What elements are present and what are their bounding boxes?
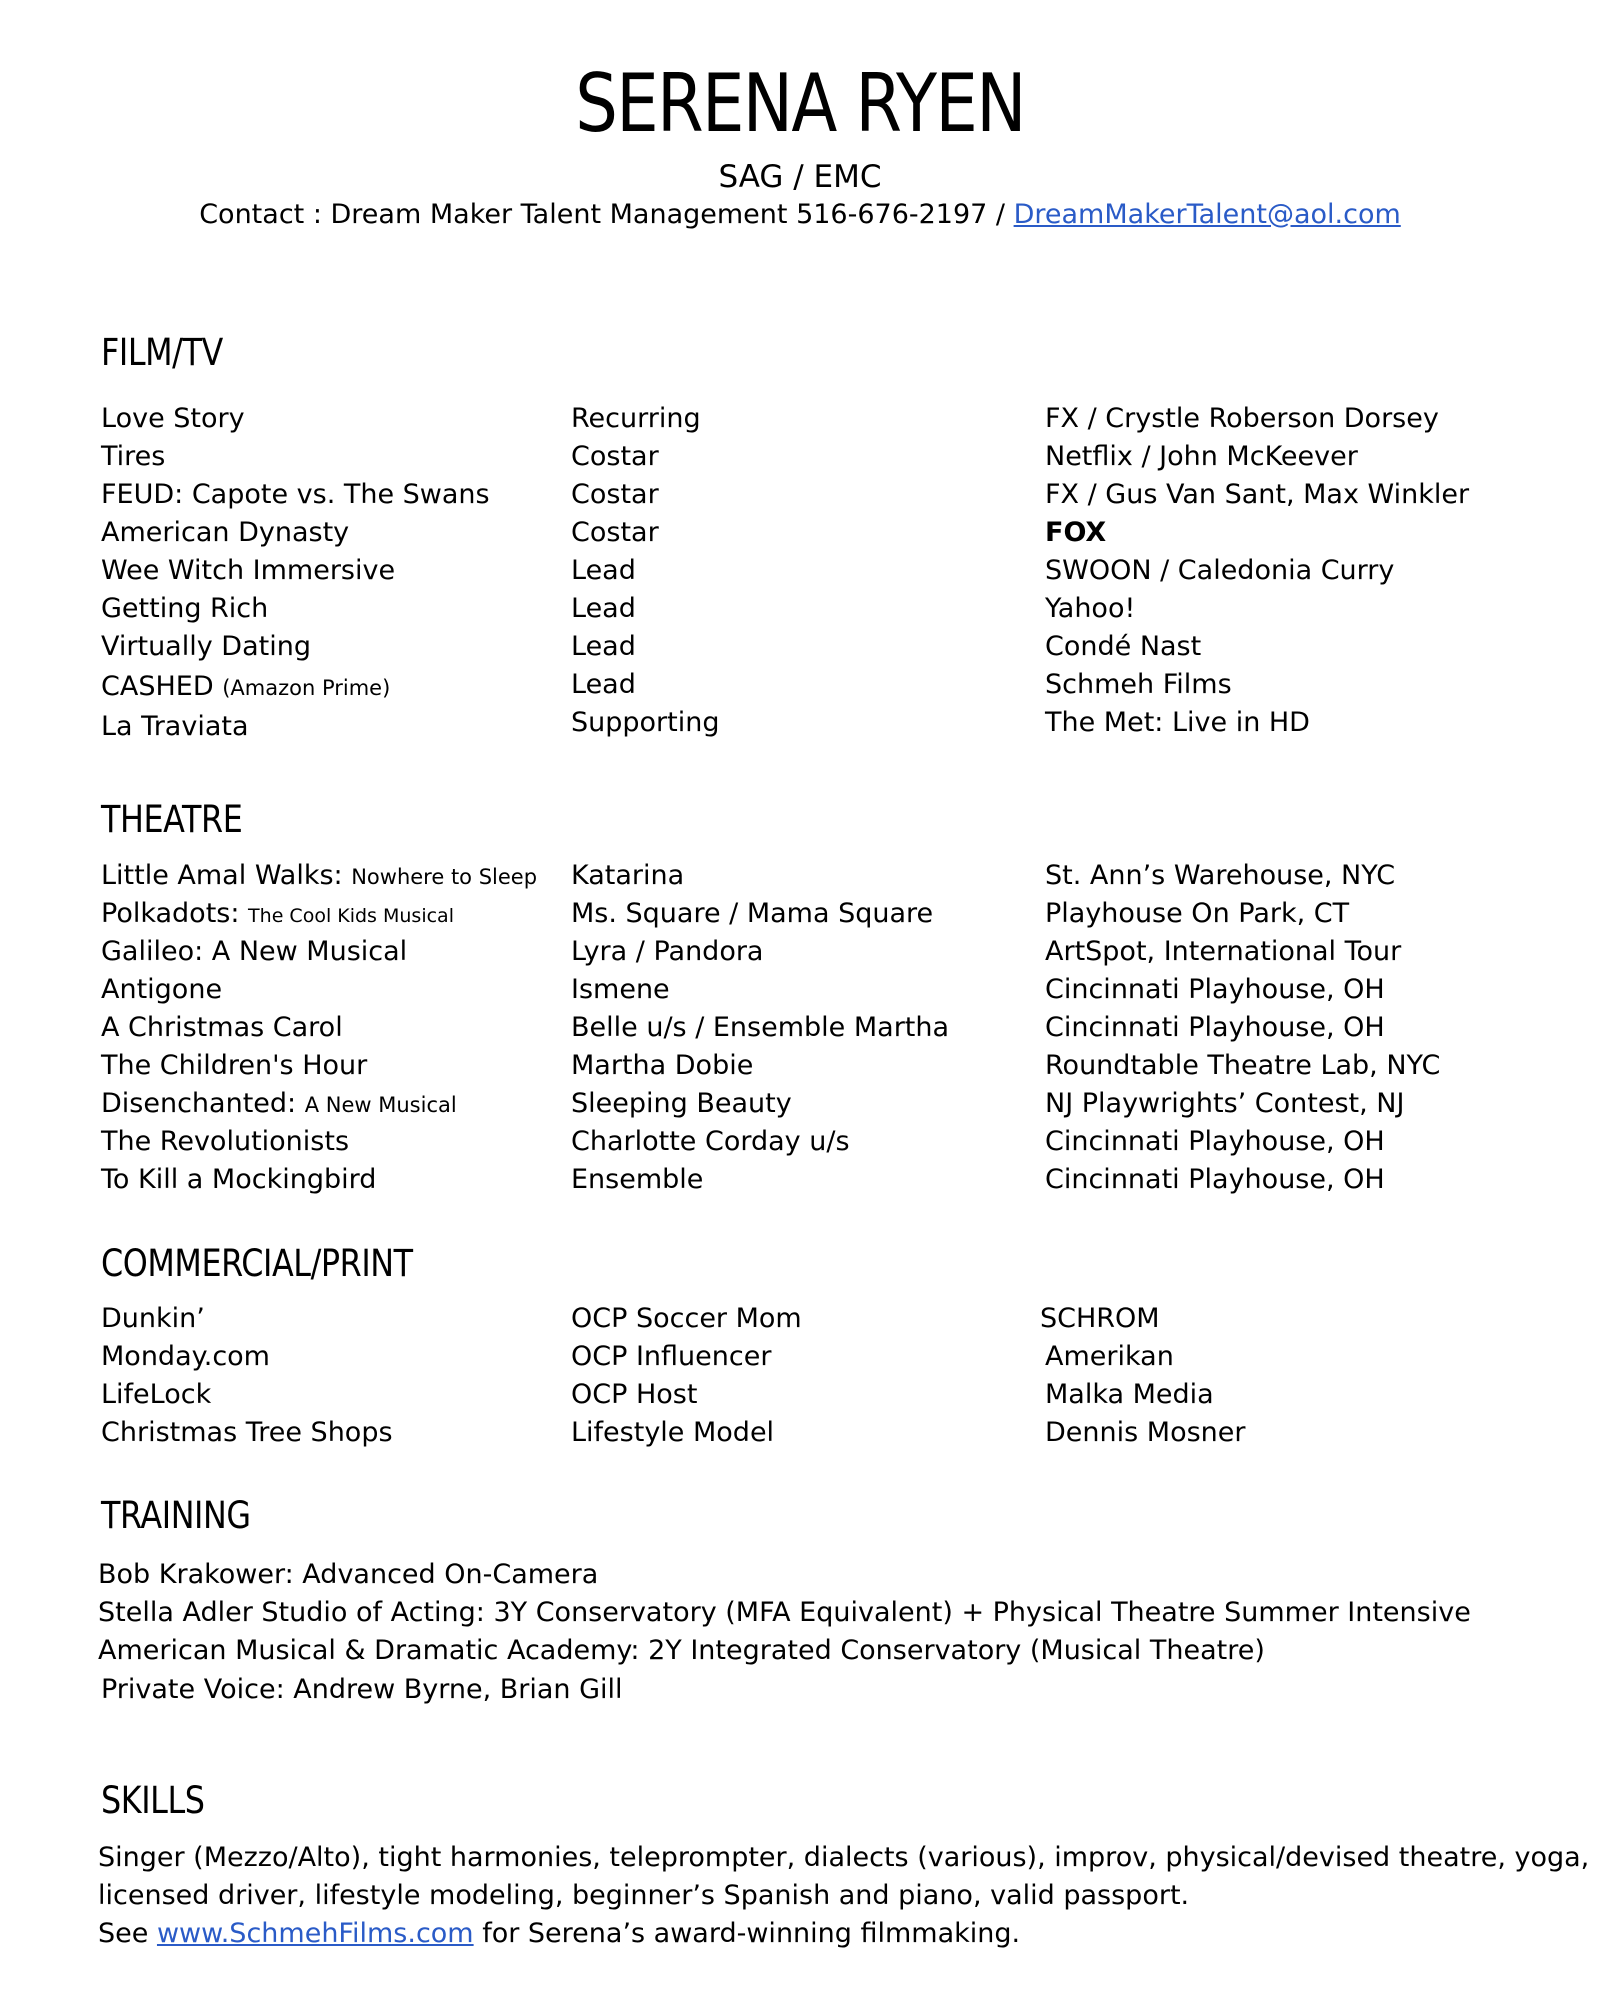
resume-name: SERENA RYEN	[575, 57, 1025, 150]
credit-row	[0, 895, 1600, 933]
skills-line	[98, 1915, 1020, 1953]
credit-company: Dennis Mosner	[1045, 1417, 1246, 1448]
credit-row	[0, 400, 1600, 438]
credit-company: FX / Crystle Roberson Dorsey	[1045, 403, 1439, 434]
credit-row	[0, 933, 1600, 971]
credit-role: Lead	[571, 593, 636, 624]
credit-title: CASHED (Amazon Prime)	[101, 671, 391, 702]
credit-title: Antigone	[101, 974, 223, 1005]
credit-company: FOX	[1045, 517, 1107, 548]
credit-row	[0, 708, 1600, 746]
credit-title: Virtually Dating	[101, 631, 311, 662]
credit-venue: NJ Playwrights’ Contest, NJ	[1045, 1088, 1405, 1119]
credit-company: Amerikan	[1045, 1341, 1174, 1372]
credit-title: FEUD: Capote vs. The Swans	[101, 479, 490, 510]
training-line: Stella Adler Studio of Acting: 3Y Conservatory (MFA Equivalent) + Physical Theatre Summer Intensive	[98, 1597, 1471, 1628]
credit-role: OCP Host	[571, 1379, 698, 1410]
credit-title: The Children's Hour	[101, 1050, 368, 1081]
union-affiliations: SAG / EMC	[718, 159, 882, 195]
credit-role: Sleeping Beauty	[571, 1088, 792, 1119]
credit-row	[0, 628, 1600, 666]
credit-role: Ismene	[571, 974, 670, 1005]
credit-company: Yahoo!	[1045, 593, 1136, 624]
credit-brand: Dunkin’	[101, 1303, 205, 1334]
credit-role: Lyra / Pandora	[571, 936, 764, 967]
credit-brand: LifeLock	[101, 1379, 212, 1410]
section-heading-film-tv: FILM/TV	[101, 331, 223, 374]
schmeh-films-link[interactable]: www.SchmehFilms.com	[156, 1918, 474, 1949]
credit-company: Schmeh Films	[1045, 669, 1232, 700]
training-line: Private Voice: Andrew Byrne, Brian Gill	[101, 1674, 623, 1705]
credit-venue: Cincinnati Playhouse, OH	[1045, 974, 1385, 1005]
credit-brand: Christmas Tree Shops	[101, 1417, 393, 1448]
credit-role: Recurring	[571, 403, 701, 434]
credit-role: Ensemble	[571, 1164, 704, 1195]
credit-title: Polkadots: The Cool Kids Musical	[101, 898, 454, 929]
credit-title: American Dynasty	[101, 517, 350, 548]
section-heading-skills: SKILLS	[101, 1779, 205, 1822]
training-line: American Musical & Dramatic Academy: 2Y Integrated Conservatory (Musical Theatre)	[98, 1635, 1265, 1666]
contact-line	[0, 198, 1600, 232]
credit-title: La Traviata	[101, 711, 249, 742]
credit-company: FX / Gus Van Sant, Max Winkler	[1045, 479, 1470, 510]
credit-title: Getting Rich	[101, 593, 269, 624]
credit-title: Disenchanted: A New Musical	[101, 1088, 457, 1119]
credit-row	[0, 476, 1600, 514]
credit-row	[0, 668, 1600, 706]
credit-company: The Met: Live in HD	[1045, 707, 1310, 738]
credit-role: Charlotte Corday u/s	[571, 1126, 850, 1157]
credit-row	[0, 1085, 1600, 1123]
credit-role: Supporting	[571, 707, 720, 738]
contact-text: Contact : Dream Maker Talent Management 516-676-2197 /	[199, 199, 1014, 230]
credit-role: Lead	[571, 631, 636, 662]
credit-row	[0, 514, 1600, 552]
credit-venue: ArtSpot, International Tour	[1045, 936, 1402, 967]
credit-row	[0, 1300, 1600, 1338]
skills-line: licensed driver, lifestyle modeling, beginner’s Spanish and piano, valid passport.	[98, 1880, 1190, 1911]
credit-brand: Monday.com	[101, 1341, 270, 1372]
credit-role: OCP Influencer	[571, 1341, 772, 1372]
credit-row	[0, 857, 1600, 895]
credit-row	[0, 438, 1600, 476]
credit-row	[0, 552, 1600, 590]
credit-row	[0, 1414, 1600, 1452]
credit-row	[0, 1009, 1600, 1047]
skills-line: Singer (Mezzo/Alto), tight harmonies, teleprompter, dialects (various), improv, physical/devised theatre, yoga,	[98, 1842, 1590, 1873]
credit-row	[0, 1047, 1600, 1085]
section-heading-commercial-print: COMMERCIAL/PRINT	[101, 1242, 413, 1285]
credit-title: The Revolutionists	[101, 1126, 350, 1157]
credit-role: Ms. Square / Mama Square	[571, 898, 934, 929]
credit-role: Katarina	[571, 860, 685, 891]
credit-venue: Cincinnati Playhouse, OH	[1045, 1012, 1385, 1043]
credit-title: Galileo: A New Musical	[101, 936, 408, 967]
credit-title: Love Story	[101, 403, 245, 434]
credit-role: OCP Soccer Mom	[571, 1303, 802, 1334]
credit-role: Costar	[571, 441, 659, 472]
credit-title: Wee Witch Immersive	[101, 555, 396, 586]
contact-email-link[interactable]: DreamMakerTalent@aol.com	[1013, 199, 1401, 230]
credit-row	[0, 1338, 1600, 1376]
credit-venue: Cincinnati Playhouse, OH	[1045, 1126, 1385, 1157]
credit-title: To Kill a Mockingbird	[101, 1164, 377, 1195]
credit-row	[0, 971, 1600, 1009]
credit-venue: Roundtable Theatre Lab, NYC	[1045, 1050, 1441, 1081]
credit-role: Costar	[571, 517, 659, 548]
training-line: Bob Krakower: Advanced On-Camera	[98, 1559, 599, 1590]
section-heading-theatre: THEATRE	[101, 798, 243, 841]
skills-text: for Serena’s award-winning filmmaking.	[473, 1918, 1021, 1949]
credit-company: Condé Nast	[1045, 631, 1202, 662]
credit-company: SWOON / Caledonia Curry	[1045, 555, 1395, 586]
credit-role: Lead	[571, 669, 636, 700]
credit-company: SCHROM	[1040, 1303, 1160, 1334]
skills-text: See	[98, 1918, 157, 1949]
credit-title: Little Amal Walks: Nowhere to Sleep	[101, 860, 538, 891]
credit-row	[0, 1161, 1600, 1199]
credit-title: A Christmas Carol	[101, 1012, 343, 1043]
credit-role: Lifestyle Model	[571, 1417, 775, 1448]
credit-role: Costar	[571, 479, 659, 510]
credit-role: Lead	[571, 555, 636, 586]
credit-venue: Playhouse On Park, CT	[1045, 898, 1350, 929]
credit-row	[0, 1376, 1600, 1414]
credit-role: Martha Dobie	[571, 1050, 754, 1081]
credit-role: Belle u/s / Ensemble Martha	[571, 1012, 950, 1043]
credit-company: Netflix / John McKeever	[1045, 441, 1358, 472]
credit-title: Tires	[101, 441, 166, 472]
credit-row	[0, 1123, 1600, 1161]
credit-venue: Cincinnati Playhouse, OH	[1045, 1164, 1385, 1195]
credit-row	[0, 590, 1600, 628]
credit-company: Malka Media	[1045, 1379, 1214, 1410]
credit-venue: St. Ann’s Warehouse, NYC	[1045, 860, 1396, 891]
section-heading-training: TRAINING	[101, 1494, 251, 1537]
